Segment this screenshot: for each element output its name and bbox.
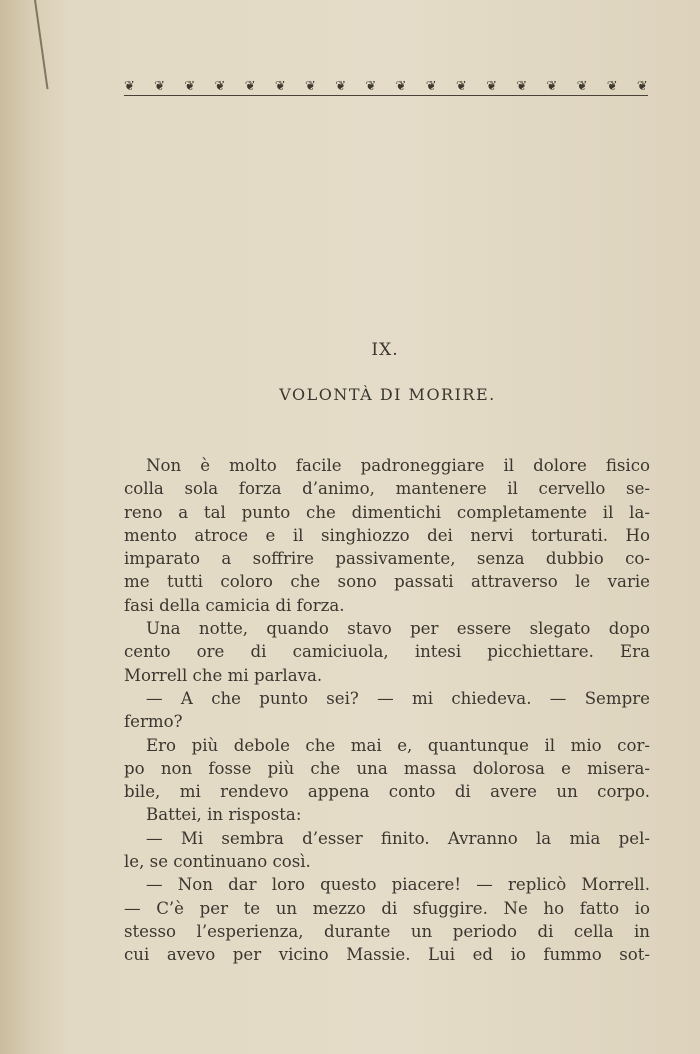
ornament-flourish-icon: ❦ — [606, 79, 618, 94]
ornament-flourish-icon: ❦ — [124, 79, 135, 94]
text-line: — A che punto sei? — mi chiedeva. — Sempre — [146, 688, 650, 708]
ornament-flourish-icon: ❦ — [486, 79, 497, 94]
ornament-flourish-icon: ❦ — [335, 79, 347, 94]
text-line: — C’è per te un mezzo di sfuggire. Ne ho fatto io — [124, 898, 650, 918]
text-line: Una notte, quando stavo per essere slegato dopo — [146, 619, 650, 639]
page-edge-crease — [34, 0, 49, 89]
text-line: colla sola forza d’animo, mantenere il cervello se- — [124, 479, 650, 499]
ornament-flourish-icon: ❦ — [154, 79, 166, 94]
text-line: cento ore di camiciuola, intesi picchiettare. Era — [124, 642, 650, 662]
ornament-flourish-icon: ❦ — [184, 79, 196, 94]
text-line: Morrell che mi parlava. — [124, 665, 323, 685]
text-line: bile, mi rendevo appena conto di avere un corpo. — [124, 782, 650, 802]
ornament-flourish-icon: ❦ — [636, 79, 648, 94]
ornament-flourish-icon: ❦ — [365, 79, 377, 94]
text-line: stesso l’esperienza, durante un periodo di cella in — [124, 921, 650, 941]
text-line: fasi della camicia di forza. — [124, 595, 345, 615]
ornament-flourish-icon: ❦ — [244, 79, 256, 94]
text-line: — Mi sembra d’esser finito. Avranno la mia pel- — [146, 828, 650, 848]
text-line: mento atroce e il singhiozzo dei nervi torturati. Ho — [124, 525, 650, 545]
chapter-number: IX. — [371, 340, 399, 360]
ornament-flourish-icon: ❦ — [214, 79, 226, 94]
ornament-flourish-icon: ❦ — [425, 79, 437, 94]
text-line: fermo? — [124, 712, 183, 732]
text-line: — Non dar loro questo piacere! — replicò Morrell. — [146, 875, 650, 895]
ornament-flourish-icon: ❦ — [274, 79, 286, 94]
text-line: me tutti coloro che sono passati attraverso le varie — [124, 572, 650, 592]
text-line: po non fosse più che una massa dolorosa e misera- — [124, 758, 650, 778]
ornament-flourish-icon: ❦ — [305, 79, 316, 94]
text-line: Battei, in risposta: — [146, 805, 302, 825]
text-line: reno a tal punto che dimentichi completamente il la- — [124, 502, 650, 522]
text-line: imparato a soffrire passivamente, senza dubbio co- — [124, 549, 650, 569]
ornament-flourish-icon: ❦ — [516, 79, 528, 94]
ornament-flourish-icon: ❦ — [576, 79, 588, 94]
ornamental-header-border — [124, 80, 648, 96]
text-line: le, se continuano così. — [124, 852, 311, 872]
text-line: Non è molto facile padroneggiare il dolore fisico — [146, 456, 650, 475]
ornament-flourish-icon: ❦ — [546, 79, 558, 94]
ornament-flourish-icon: ❦ — [455, 79, 467, 94]
text-line: cui avevo per vicino Massie. Lui ed io fummo sot- — [124, 945, 650, 965]
body-text — [124, 454, 650, 967]
ornament-flourish-icon: ❦ — [395, 79, 407, 94]
chapter-title: VOLONTÀ DI MORIRE. — [279, 385, 496, 404]
text-line: Ero più debole che mai e, quantunque il mio cor- — [146, 735, 650, 755]
